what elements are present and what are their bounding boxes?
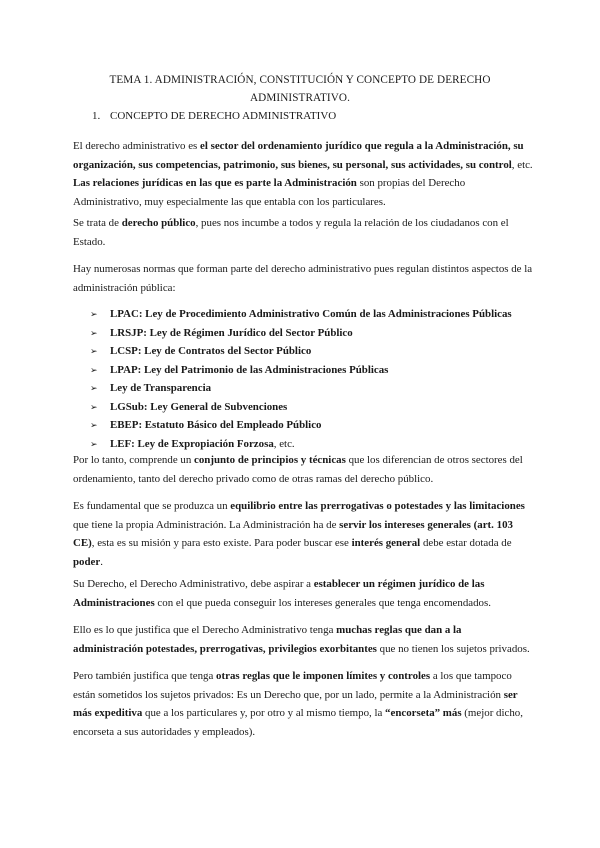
text-run: con el que pueda conseguir los intereses generales que tenga encomendados.	[154, 596, 491, 609]
text-run: , etc.	[273, 437, 295, 450]
bold-run: derecho público	[121, 217, 196, 229]
law-name: LCSP: Ley de Contratos del Sector Público	[110, 345, 312, 357]
law-name: LPAC: Ley de Procedimiento Administrativo Común de las Administraciones Públicas	[110, 308, 512, 320]
bold-run: “encorseta” más	[385, 707, 462, 719]
text-run: Su Derecho, el Derecho Administrativo, debe aspirar a	[73, 578, 314, 590]
laws-list	[90, 305, 512, 453]
text-run: son propias del Derecho Administrativo, muy especialmente las que entabla con los particulares.	[73, 177, 466, 208]
bold-run: poder	[73, 555, 101, 568]
text-run: que tiene la propia Administración. La Administración ha de	[73, 518, 340, 531]
bold-run: interés general	[351, 537, 421, 549]
text-run: debe estar dotada de	[420, 537, 512, 549]
text-run: (mejor dicho, encorseta a sus autoridades y empleados).	[73, 707, 523, 738]
text-run: El derecho administrativo es	[73, 140, 201, 152]
paragraph-norms-intro: Hay numerosas normas que forman parte del derecho administrativo pues regulan distintos aspectos de la administración pública:	[73, 263, 533, 294]
title-line-1: TEMA 1. ADMINISTRACIÓN, CONSTITUCIÓN Y CONCEPTO DE DERECHO	[109, 74, 491, 86]
paragraph-limits	[73, 667, 533, 741]
arrow-bullet-icon: ➢	[90, 346, 98, 356]
list-item	[90, 361, 512, 380]
arrow-bullet-icon: ➢	[90, 327, 98, 338]
bold-run: Las relaciones jurídicas en las que es parte la Administración	[73, 177, 357, 189]
document-title	[60, 71, 540, 107]
list-item	[90, 305, 512, 324]
text-run: , etc.	[511, 158, 533, 171]
bold-run: ser más expeditiva	[73, 688, 518, 719]
text-run: Pero también justifica que tenga	[73, 670, 217, 682]
arrow-bullet-icon: ➢	[90, 383, 98, 393]
section-label: CONCEPTO DE DERECHO ADMINISTRATIVO	[110, 110, 337, 122]
section-number: 1.	[92, 110, 101, 122]
law-name: Ley de Transparencia	[110, 382, 212, 394]
text-run: Se trata de	[73, 217, 122, 229]
arrow-bullet-icon: ➢	[90, 309, 98, 319]
law-name: LRSJP: Ley de Régimen Jurídico del Sector Público	[110, 326, 353, 339]
list-item	[90, 324, 512, 343]
title-line-2: ADMINISTRATIVO.	[249, 92, 350, 104]
text-run: .	[100, 555, 103, 568]
section-heading	[92, 108, 336, 124]
bold-run: conjunto de principios y técnicas	[193, 454, 346, 466]
text-run: Es fundamental que se produzca un	[73, 500, 231, 512]
paragraph-balance	[73, 497, 533, 571]
list-item	[90, 416, 512, 435]
paragraph-public-law	[73, 214, 533, 251]
law-name: LEF: Ley de Expropiación Forzosa	[110, 437, 274, 450]
list-item	[90, 379, 512, 398]
law-name: LGSub: Ley General de Subvenciones	[110, 400, 288, 413]
bold-run: otras reglas que le imponen límites y controles	[216, 670, 431, 682]
paragraph-principles	[73, 451, 533, 488]
paragraph-legal-regime	[73, 575, 533, 612]
text-run: que no tienen los sujetos privados.	[376, 642, 530, 655]
arrow-bullet-icon: ➢	[90, 364, 98, 375]
text-run: que los diferencian de otros sectores del ordenamiento, tanto del derecho privado como de otras ramas del derecho público.	[73, 454, 523, 485]
text-run: , esta es su misión y para esto existe. Para poder buscar ese	[91, 537, 352, 549]
list-item	[90, 398, 512, 417]
law-name: LPAP: Ley del Patrimonio de las Administraciones Públicas	[110, 363, 389, 376]
bold-run: el sector del ordenamiento jurídico que regula a la Administración, su organización, sus competencias, patrimonio, sus bienes, su personal, sus actividades, su control	[73, 140, 524, 171]
law-name: EBEP: Estatuto Básico del Empleado Público	[110, 419, 322, 431]
bold-run: equilibrio entre las prerrogativas o potestades y las limitaciones	[230, 500, 525, 512]
text-run: Ello es lo que justifica que el Derecho Administrativo tenga	[73, 624, 337, 636]
text-run: , pues nos incumbe a todos y regula la relación de los ciudadanos con el Estado.	[73, 217, 509, 248]
bold-run: muchas reglas que dan a la administración potestades, prerrogativas, privilegios exorbitantes	[73, 624, 462, 655]
bold-run: servir los intereses generales (art. 103 CE)	[73, 518, 513, 549]
paragraph-prerogatives	[73, 621, 533, 658]
text-run: a los que tampoco están sometidos los sujetos privados: Es un Derecho que, por un lado, permite a la Administración	[73, 670, 512, 701]
text-run: que a los particulares y, por otro y al mismo tiempo, la	[142, 707, 386, 719]
text-run: Por lo tanto, comprende un	[73, 454, 194, 466]
arrow-bullet-icon: ➢	[90, 401, 98, 412]
arrow-bullet-icon: ➢	[90, 420, 98, 430]
list-item	[90, 342, 512, 361]
bold-run: establecer un régimen jurídico de las Administraciones	[73, 578, 485, 609]
arrow-bullet-icon: ➢	[90, 438, 98, 449]
paragraph-definition	[73, 137, 533, 211]
